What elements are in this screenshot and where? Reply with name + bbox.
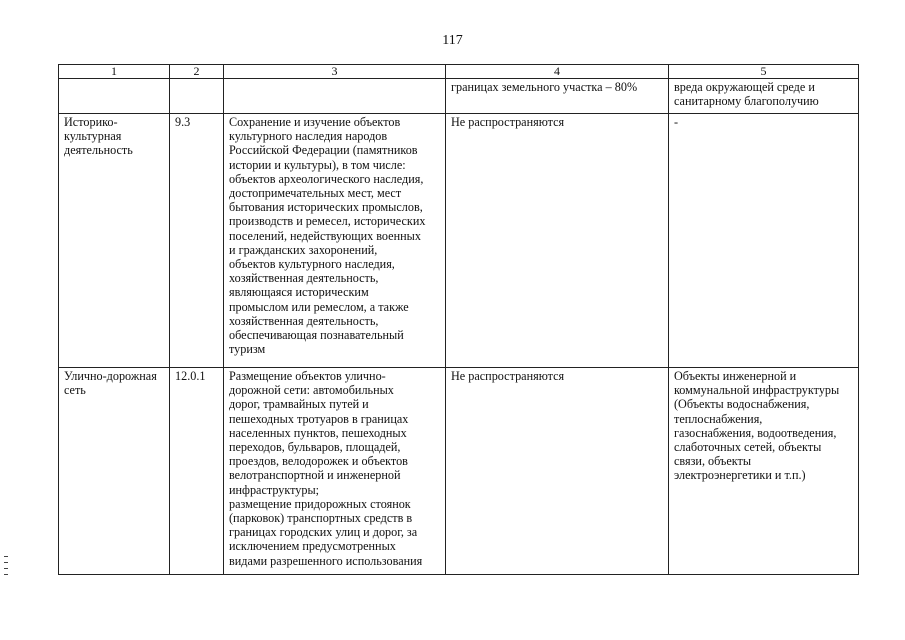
table-header-row [59, 65, 859, 79]
continuation-col5-text: вреда окружающей среде и санитарному благополучию [674, 80, 819, 109]
continuation-col5 [669, 79, 859, 114]
infrastructure-cell [669, 368, 859, 575]
use-code: 9.3 [175, 115, 191, 129]
infrastructure-cell [669, 114, 859, 368]
use-name-cell [59, 114, 170, 368]
margin-tick [4, 574, 8, 575]
page-number: 117 [442, 33, 463, 48]
continuation-col4-text: границах земельного участка – 80% [451, 80, 638, 94]
column-number-5: 5 [669, 65, 859, 79]
use-description-cell [224, 114, 446, 368]
infrastructure-text: Объекты инженерной и коммунальной инфраструктуры (Объекты водоснабжения, теплоснабжения, газоснабжения, водоотведения, слаботочных сетей, объекты связи, объекты электроэнергетики и т.п.) [674, 369, 840, 483]
empty-cell [170, 79, 224, 114]
use-name: Улично-дорожная сеть [64, 369, 157, 398]
use-code-cell [170, 368, 224, 575]
use-code: 12.0.1 [175, 369, 206, 383]
empty-cell [224, 79, 446, 114]
use-description: Размещение объектов улично- дорожной сети: автомобильных дорог, трамвайных путей и пешеходных тротуаров в границах населенных пунктов, пешеходных переходов, бульваров, площадей, проездов, велодорожек и объектов велотранспортной и инженерной инфраструктуры; размещение придорожных стоянок (парковок) транспортных средств в границах городских улиц и дорог, за исключением предусмотренных видами разрешенного использования [229, 369, 423, 568]
table-row [59, 368, 859, 575]
restrictions-cell [446, 114, 669, 368]
use-name: Историко- культурная деятельность [64, 115, 133, 158]
restrictions-text: Не распространяются [451, 369, 565, 383]
column-number-1: 1 [59, 65, 170, 79]
infrastructure-text: - [674, 115, 679, 129]
continuation-row [59, 79, 859, 114]
use-description: Сохранение и изучение объектов культурного наследия народов Российской Федерации (памятников истории и культуры), в том числе: объектов археологического наследия, достопримечательных мест, мест бытования исторических промыслов, производств и ремесел, исторических поселений, недействующих военных и гражданских захоронений, объектов культурного наследия, хозяйственная деятельность, являющаяся историческим промыслом или ремеслом, а также хозяйственная деятельность, обеспечивающая познавательный туризм [229, 115, 426, 357]
column-number-3: 3 [224, 65, 446, 79]
column-number-2: 2 [170, 65, 224, 79]
margin-tick [4, 556, 8, 557]
restrictions-text: Не распространяются [451, 115, 565, 129]
empty-cell [59, 79, 170, 114]
margin-tick [4, 568, 8, 569]
restrictions-cell [446, 368, 669, 575]
scan-margin-marks [4, 556, 8, 580]
margin-tick [4, 562, 8, 563]
column-number-4: 4 [446, 65, 669, 79]
use-name-cell [59, 368, 170, 575]
use-description-cell [224, 368, 446, 575]
continuation-col4 [446, 79, 669, 114]
land-use-table [58, 64, 859, 575]
table-row [59, 114, 859, 368]
use-code-cell [170, 114, 224, 368]
